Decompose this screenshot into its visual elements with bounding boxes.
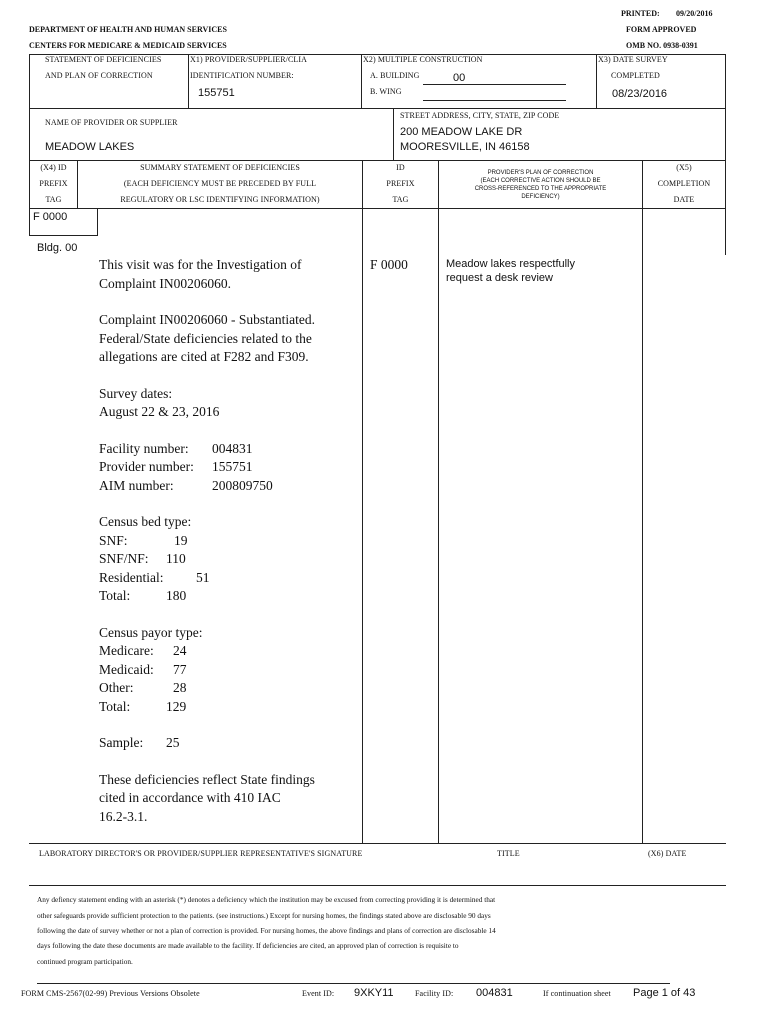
medicaid-label: Medicaid: <box>99 662 154 677</box>
provider-id-value: 155751 <box>198 87 235 99</box>
event-id-value: 9XKY11 <box>354 987 394 999</box>
id-header-1: ID <box>396 163 405 172</box>
facility-id-value: 004831 <box>476 987 513 999</box>
sample-label: Sample: <box>99 735 144 750</box>
id-number-label: IDENTIFICATION NUMBER: <box>190 71 294 80</box>
bed-total-value: 180 <box>166 588 187 603</box>
x4-header-3: TAG <box>45 195 62 204</box>
x5-header-2: COMPLETION <box>657 179 711 188</box>
x5-header-1: (X5) <box>676 163 692 172</box>
plan-line-1: Meadow lakes respectfully <box>446 258 576 270</box>
address-label: STREET ADDRESS, CITY, STATE, ZIP CODE <box>400 111 560 120</box>
omb-number: OMB NO. 0938-0391 <box>626 41 698 50</box>
aim-number-label: AIM number: <box>99 478 174 493</box>
facility-id-label: Facility ID: <box>415 989 454 998</box>
building-label: A. BUILDING <box>370 71 420 80</box>
finding-text: cited in accordance with 410 IAC <box>99 790 281 805</box>
continuation-label: If continuation sheet <box>543 989 611 998</box>
facility-number-value: 004831 <box>212 441 253 456</box>
medicaid-value: 77 <box>173 662 187 677</box>
plan-header-4: DEFICIENCY) <box>521 194 560 200</box>
residential-label: Residential: <box>99 570 164 585</box>
census-payor-label: Census payor type: <box>99 625 203 640</box>
payor-total-value: 129 <box>166 699 187 714</box>
finding-text: allegations are cited at F282 and F309. <box>99 349 309 364</box>
director-signature-label: LABORATORY DIRECTOR'S OR PROVIDER/SUPPLIER REPRESENTATIVE'S SIGNATURE <box>39 849 363 858</box>
disclaimer-line: following the date of survey whether or not a plan of correction is provided. For nursing homes, the above findings and plans of correction are disclosable 14 <box>37 926 496 935</box>
form-number: FORM CMS-2567(02-99) Previous Versions Obsolete <box>21 989 200 998</box>
address-line-2: MOORESVILLE, IN 46158 <box>400 141 530 153</box>
provider-number-value: 155751 <box>212 459 253 474</box>
x5-header-3: DATE <box>673 195 695 204</box>
event-id-label: Event ID: <box>302 989 335 998</box>
tag-left: F 0000 <box>33 211 68 223</box>
id-header-3: TAG <box>392 195 409 204</box>
tag-right: F 0000 <box>370 257 408 272</box>
form-approved: FORM APPROVED <box>626 25 697 34</box>
finding-text: This visit was for the Investigation of <box>99 257 302 272</box>
finding-text: Complaint IN00206060 - Substantiated. <box>99 312 315 327</box>
disclaimer-line: other safeguards provide sufficient protection to the patients. (see instructions.) Except for nursing homes, the findings stated above are disclosable 90 days <box>37 911 491 920</box>
statement-label: STATEMENT OF DEFICIENCIES <box>45 55 162 64</box>
building-value: 00 <box>453 72 466 84</box>
plan-header-1: PROVIDER'S PLAN OF CORRECTION <box>487 170 594 176</box>
printed-date: 09/20/2016 <box>676 9 713 18</box>
survey-dates-label: Survey dates: <box>99 386 173 401</box>
title-label: TITLE <box>497 849 520 858</box>
department-name: DEPARTMENT OF HEALTH AND HUMAN SERVICES <box>29 25 227 34</box>
other-label: Other: <box>99 680 134 695</box>
printed-label: PRINTED: <box>621 9 660 18</box>
id-header-2: PREFIX <box>386 179 415 188</box>
finding-text: 16.2-3.1. <box>99 809 148 824</box>
summary-header-3: REGULATORY OR LSC IDENTIFYING INFORMATION) <box>120 195 320 204</box>
payor-total-label: Total: <box>99 699 131 714</box>
census-bed-label: Census bed type: <box>99 514 192 529</box>
snf-value: 19 <box>174 533 188 548</box>
disclaimer-line: Any defiency statement ending with an asterisk (*) denotes a deficiency which the institution may be excused from correcting providing it is determined that <box>37 895 496 904</box>
disclaimer-line: days following the date these documents are made available to the facility. If deficiencies are cited, an approved plan of correction is requisite to <box>37 941 459 950</box>
survey-dates-value: August 22 & 23, 2016 <box>99 404 220 419</box>
page-number: Page 1 of 43 <box>633 987 696 999</box>
centers-name: CENTERS FOR MEDICARE & MEDICAID SERVICES <box>29 41 227 50</box>
right-border <box>725 54 726 255</box>
disclaimer-line: continued program participation. <box>37 957 133 966</box>
survey-completed-value: 08/23/2016 <box>612 88 668 100</box>
construction-label: X2) MULTIPLE CONSTRUCTION <box>363 55 483 64</box>
medicare-label: Medicare: <box>99 643 154 658</box>
completed-label: COMPLETED <box>611 71 660 80</box>
plan-header-3: CROSS-REFERENCED TO THE APPROPRIATE <box>474 186 607 192</box>
snfnf-label: SNF/NF: <box>99 551 149 566</box>
facility-number-label: Facility number: <box>99 441 189 456</box>
summary-header-2: (EACH DEFICIENCY MUST BE PRECEDED BY FULL <box>123 179 317 188</box>
snfnf-value: 110 <box>166 551 186 566</box>
summary-header-1: SUMMARY STATEMENT OF DEFICIENCIES <box>140 163 300 172</box>
signature-date-label: (X6) DATE <box>648 849 687 858</box>
plan-line-2: request a desk review <box>446 272 553 284</box>
medicare-value: 24 <box>173 643 187 658</box>
plan-header-2: (EACH CORRECTIVE ACTION SHOULD BE <box>480 178 601 184</box>
snf-label: SNF: <box>99 533 128 548</box>
aim-number-value: 200809750 <box>212 478 273 493</box>
finding-text: These deficiencies reflect State findings <box>99 772 315 787</box>
x4-header-2: PREFIX <box>39 179 68 188</box>
finding-text: Federal/State deficiencies related to the <box>99 331 312 346</box>
date-survey-label: X3) DATE SURVEY <box>598 55 668 64</box>
finding-text: Complaint IN00206060. <box>99 276 231 291</box>
provider-name-value: MEADOW LAKES <box>45 141 135 153</box>
provider-name-label: NAME OF PROVIDER OR SUPPLIER <box>45 118 178 127</box>
provider-number-label: Provider number: <box>99 459 194 474</box>
sample-value: 25 <box>166 735 180 750</box>
x4-header-1: (X4) ID <box>40 163 67 172</box>
bed-total-label: Total: <box>99 588 131 603</box>
building-tag: Bldg. 00 <box>37 242 78 254</box>
signature-rule <box>29 885 726 886</box>
body-bottom-rule <box>29 843 726 844</box>
wing-label: B. WING <box>370 87 402 96</box>
residential-value: 51 <box>196 570 210 585</box>
address-line-1: 200 MEADOW LAKE DR <box>400 126 523 138</box>
plan-label: AND PLAN OF CORRECTION <box>45 71 153 80</box>
other-value: 28 <box>173 680 187 695</box>
clia-label: X1) PROVIDER/SUPPLIER/CLIA <box>190 55 308 64</box>
